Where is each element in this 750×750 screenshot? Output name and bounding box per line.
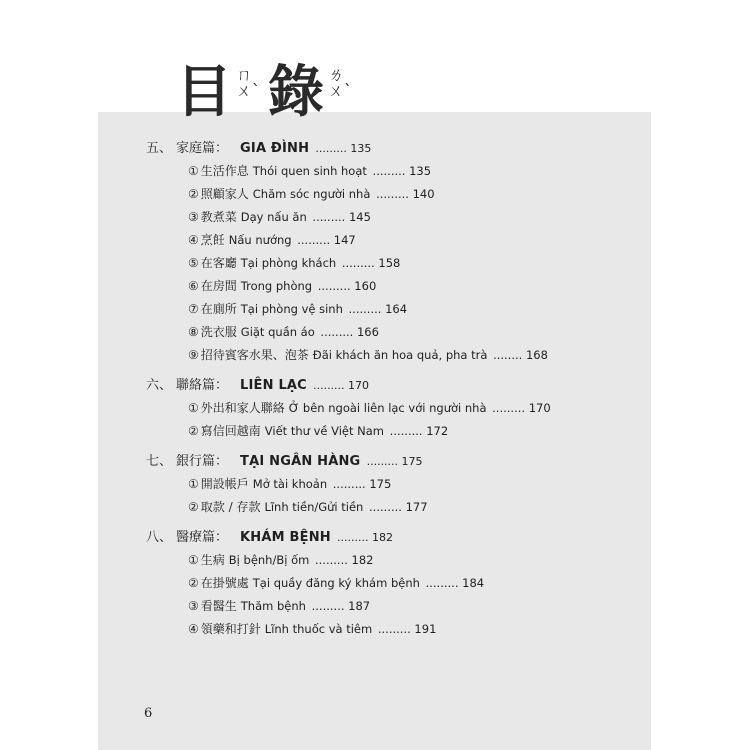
item-title-vietnamese: Trong phòng: [240, 279, 313, 293]
item-number: ②: [188, 500, 199, 514]
item-page: ........ 168: [493, 348, 548, 362]
item-title-chinese: 生病: [200, 553, 225, 567]
zhuyin-symbol: ㄨˋ: [236, 81, 261, 100]
toc-item: [146, 275, 636, 298]
section-number: 六、: [146, 378, 173, 393]
item-number: ⑨: [188, 348, 199, 362]
section-title-vietnamese: GIA ĐÌNH: [240, 141, 310, 156]
item-number: ③: [188, 599, 199, 613]
item-title-chinese: 洗衣服: [200, 325, 237, 339]
title-char-2: 錄: [268, 59, 325, 125]
item-page: ......... 140: [376, 187, 435, 201]
item-page: ......... 175: [332, 477, 392, 491]
item-number: ④: [188, 233, 199, 247]
toc-section: [146, 375, 636, 397]
section-title-chinese: 聯絡篇：: [176, 378, 229, 393]
item-title-vietnamese: Thăm bệnh: [240, 599, 306, 613]
item-title-vietnamese: Tại phòng khách: [240, 256, 337, 270]
toc-item: [146, 595, 636, 618]
toc-item: [146, 229, 636, 252]
item-number: ①: [188, 164, 199, 178]
section-title-chinese: 醫療篇：: [176, 530, 229, 545]
item-title-chinese: 寫信回越南: [200, 424, 261, 438]
section-number: 七、: [146, 454, 173, 469]
toc-section: [146, 527, 636, 549]
toc-item: [146, 206, 636, 229]
item-title-chinese: 教煮菜: [200, 210, 237, 224]
item-number: ③: [188, 210, 199, 224]
section-number: 五、: [146, 141, 173, 156]
item-title-vietnamese: Nấu nướng: [228, 233, 292, 247]
item-title-vietnamese: Tại phòng vệ sinh: [240, 302, 343, 316]
item-number: ②: [188, 187, 199, 201]
item-title-vietnamese: Bị bệnh/Bị ốm: [228, 553, 310, 567]
item-title-chinese: 外出和家人聯絡: [200, 401, 285, 415]
item-page: ......... 166: [320, 325, 379, 339]
toc-item: [146, 252, 636, 275]
item-page: ......... 191: [377, 622, 437, 636]
toc-item: [146, 549, 636, 572]
item-title-vietnamese: Viết thư về Việt Nam: [264, 424, 385, 438]
item-page: ......... 172: [389, 424, 449, 438]
item-page: ......... 184: [425, 576, 485, 590]
item-page: ......... 177: [369, 500, 428, 514]
toc-item: [146, 321, 636, 344]
item-title-vietnamese: Lĩnh tiền/Gửi tiền: [264, 500, 364, 514]
item-number: ①: [188, 401, 199, 415]
toc-item: [146, 160, 636, 183]
section-title-chinese: 銀行篇：: [176, 454, 229, 469]
page-number: 6: [144, 706, 153, 721]
toc-item: [146, 420, 636, 443]
item-page: ......... 160: [317, 279, 377, 293]
item-title-chinese: 在掛號處: [200, 576, 249, 590]
item-title-chinese: 看醫生: [200, 599, 237, 613]
item-page: ......... 135: [372, 164, 432, 178]
title-char-1: 目: [176, 59, 232, 125]
item-title-vietnamese: Lĩnh thuốc và tiêm: [264, 622, 373, 636]
item-number: ⑦: [188, 302, 199, 316]
item-title-chinese: 生活作息: [200, 164, 249, 178]
item-title-vietnamese: Ở bên ngoài liên lạc với người nhà: [288, 401, 487, 415]
item-title-vietnamese: Đãi khách ăn hoa quả, pha trà: [312, 348, 488, 362]
title-char-2-zhuyin: [328, 67, 352, 99]
item-page: ......... 164: [348, 302, 408, 316]
item-number: ①: [188, 477, 199, 491]
section-number: 八、: [146, 530, 173, 545]
toc-item: [146, 496, 636, 519]
item-title-chinese: 招待賓客水果、泡茶: [200, 348, 309, 362]
item-title-chinese: 開設帳戶: [200, 477, 249, 491]
section-title-vietnamese: LIÊN LẠC: [240, 378, 307, 393]
toc-item: [146, 344, 636, 367]
zhuyin-symbol: ㄌ: [328, 65, 345, 84]
item-title-chinese: 照顧家人: [200, 187, 249, 201]
item-page: ......... 187: [311, 599, 371, 613]
item-number: ⑧: [188, 325, 199, 339]
section-page: ......... 170: [313, 379, 370, 392]
item-title-chinese: 取款 / 存款: [200, 500, 261, 514]
item-title-vietnamese: Chăm sóc người nhà: [252, 187, 371, 201]
toc-section: [146, 138, 636, 160]
title-char-1-zhuyin: [236, 67, 260, 99]
item-number: ②: [188, 576, 199, 590]
item-page: ......... 170: [492, 401, 551, 415]
item-page: ......... 147: [297, 233, 356, 247]
item-page: ......... 145: [312, 210, 371, 224]
item-title-vietnamese: Tại quầy đăng ký khám bệnh: [252, 576, 420, 590]
table-of-contents: [146, 138, 636, 641]
section-title-chinese: 家庭篇：: [176, 141, 229, 156]
section-page: ......... 135: [315, 142, 372, 155]
zhuyin-symbol: ㄨˋ: [328, 81, 353, 100]
item-page: ......... 158: [341, 256, 401, 270]
item-number: ①: [188, 553, 199, 567]
section-title-vietnamese: TẠI NGÂN HÀNG: [240, 454, 361, 469]
item-title-chinese: 在客廳: [200, 256, 237, 270]
toc-item: [146, 298, 636, 321]
item-title-vietnamese: Giặt quần áo: [240, 325, 315, 339]
item-title-vietnamese: Mở tài khoản: [252, 477, 328, 491]
item-title-vietnamese: Thói quen sinh hoạt: [252, 164, 367, 178]
item-title-chinese: 烹飪: [200, 233, 225, 247]
item-number: ⑤: [188, 256, 199, 270]
toc-section: [146, 451, 636, 473]
item-title-vietnamese: Dạy nấu ăn: [240, 210, 307, 224]
item-title-chinese: 在房間: [200, 279, 237, 293]
zhuyin-symbol: ㄇ: [236, 65, 253, 84]
toc-item: [146, 473, 636, 496]
section-title-vietnamese: KHÁM BỆNH: [240, 530, 331, 545]
toc-item: [146, 618, 636, 641]
section-page: ......... 175: [366, 455, 423, 468]
item-number: ②: [188, 424, 199, 438]
item-title-chinese: 在廁所: [200, 302, 237, 316]
item-title-chinese: 領藥和打針: [200, 622, 261, 636]
toc-item: [146, 572, 636, 595]
section-page: ......... 182: [337, 531, 393, 544]
toc-item: [146, 183, 636, 206]
page-title: [176, 52, 360, 125]
item-page: ......... 182: [314, 553, 374, 567]
toc-item: [146, 397, 636, 420]
item-number: ⑥: [188, 279, 199, 293]
item-number: ④: [188, 622, 199, 636]
